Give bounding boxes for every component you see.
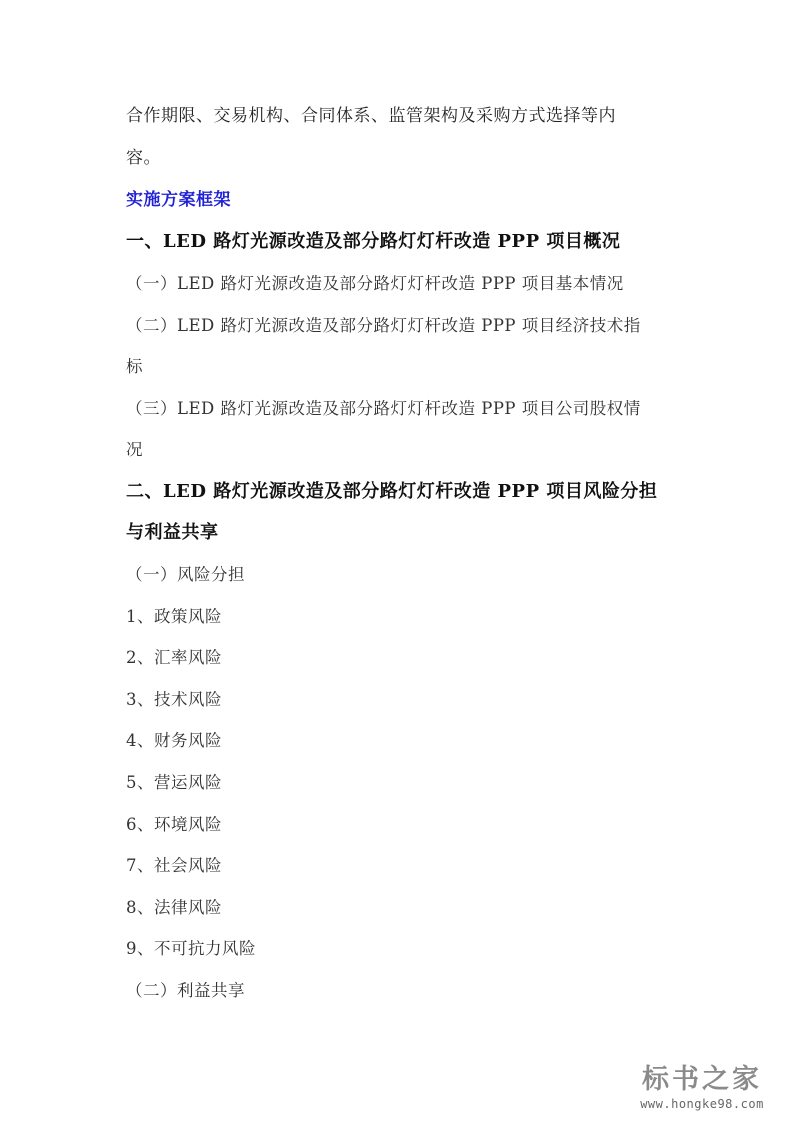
watermark-logo <box>627 1064 777 1112</box>
list-item: 6、环境风险 <box>126 815 222 834</box>
list-item: 2、汇率风险 <box>126 648 222 667</box>
watermark-url: www.hongke98.com <box>640 1097 764 1111</box>
section-heading: 实施方案框架 <box>126 190 231 210</box>
list-item: 5、营运风险 <box>126 773 222 792</box>
outline-item: （一）风险分担 <box>126 565 245 584</box>
list-item: 8、法律风险 <box>126 898 222 917</box>
paragraph-line: 合作期限、交易机构、合同体系、监管架构及采购方式选择等内 <box>126 106 616 126</box>
outline-item-continuation: 况 <box>126 440 143 459</box>
list-item: 3、技术风险 <box>126 690 222 709</box>
outline-item: （二）利益共享 <box>126 981 245 1000</box>
chapter-heading: 二、LED 路灯光源改造及部分路灯灯杆改造 PPP 项目风险分担 <box>126 481 658 502</box>
list-item: 7、社会风险 <box>126 856 222 875</box>
outline-item: （一）LED 路灯光源改造及部分路灯灯杆改造 PPP 项目基本情况 <box>126 274 624 293</box>
paragraph-line: 容。 <box>126 148 161 168</box>
outline-item: （三）LED 路灯光源改造及部分路灯灯杆改造 PPP 项目公司股权情 <box>126 399 641 418</box>
chapter-heading: 一、LED 路灯光源改造及部分路灯灯杆改造 PPP 项目概况 <box>126 231 621 252</box>
outline-item: （二）LED 路灯光源改造及部分路灯灯杆改造 PPP 项目经济技术指 <box>126 316 641 335</box>
list-item: 1、政策风险 <box>126 607 222 626</box>
list-item: 4、财务风险 <box>126 731 222 750</box>
chapter-heading-continuation: 与利益共享 <box>126 522 219 543</box>
watermark-title: 标书之家 <box>642 1064 762 1095</box>
outline-item-continuation: 标 <box>126 357 143 376</box>
list-item: 9、不可抗力风险 <box>126 939 256 958</box>
